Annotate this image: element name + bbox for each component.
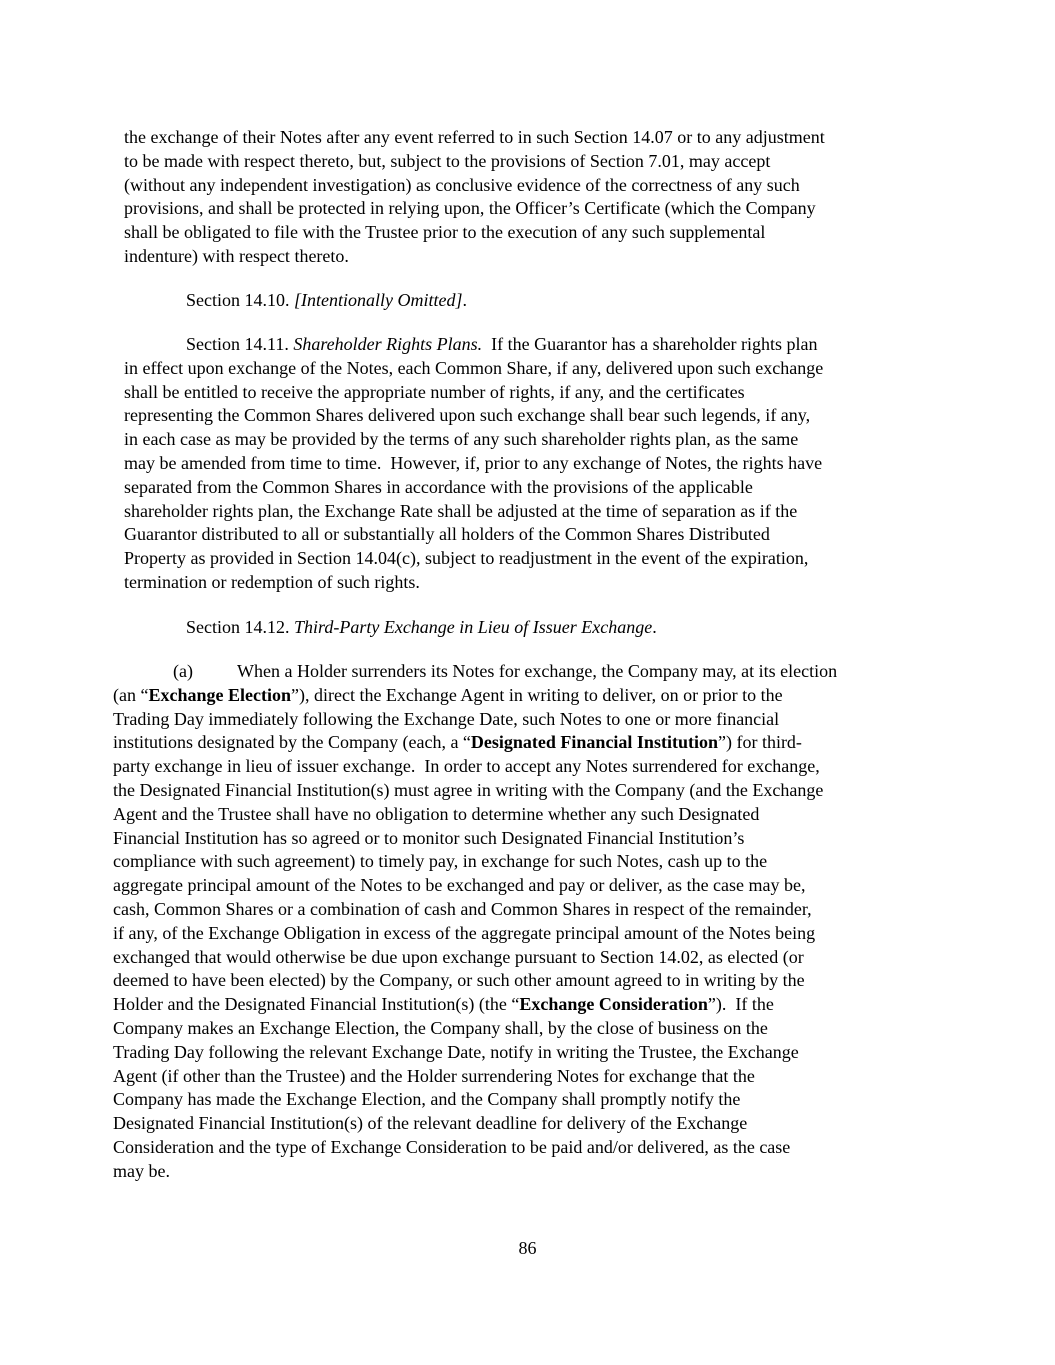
text-line [113,684,837,708]
section-14-11-paragraph [124,333,823,595]
paragraph-a [113,660,837,1184]
text-line: indenture) with respect thereto. [124,245,349,266]
text-line: Trading Day immediately following the Exchange Date, such Notes to one or more financial [113,708,780,729]
text-line: termination or redemption of such rights. [124,571,420,592]
text-line: exchanged that would otherwise be due upon exchange pursuant to Section 14.02, as elected (or [113,946,804,967]
text-line: in effect upon exchange of the Notes, each Common Share, if any, delivered upon such exchange [124,357,824,378]
paragraph-continuation [124,126,825,269]
text-line: compliance with such agreement) to timely pay, in exchange for such Notes, cash up to the [113,851,768,872]
text-line: the Designated Financial Institution(s) must agree in writing with the Company (and the Exchange [113,779,824,800]
text-line: if any, of the Exchange Obligation in excess of the aggregate principal amount of the Notes being [113,922,816,943]
text-fragment: (an “ [113,684,149,705]
page-number: 86 [518,1238,537,1258]
text-line: the exchange of their Notes after any event referred to in such Section 14.07 or to any adjustment [124,127,825,147]
text-line: Agent and the Trustee shall have no obligation to determine whether any such Designated [113,803,760,824]
paragraph-label: (a) [173,661,193,681]
text-line: to be made with respect thereto, but, subject to the provisions of Section 7.01, may accept [124,150,771,171]
text-line: Property as provided in Section 14.04(c), subject to readjustment in the event of the expiration, [124,548,809,569]
text-fragment: ”). If the [707,994,774,1015]
text-line: shall be obligated to file with the Trustee prior to the execution of any such supplemental [124,222,766,243]
text-line [113,993,837,1017]
text-line: shareholder rights plan, the Exchange Rate shall be adjusted at the time of separation as if the [124,500,798,521]
text-line: in each case as may be provided by the terms of any such shareholder rights plan, as the same [124,429,799,450]
text-line: Financial Institution has so agreed or to monitor such Designated Financial Institution’s [113,827,745,848]
text-fragment: Holder and the Designated Financial Institution(s) (the “ [113,994,520,1015]
text-fragment: ”) for third- [717,732,802,753]
text-fragment: institutions designated by the Company (each, a “ [113,732,471,753]
section-14-12-heading [186,616,657,640]
paragraph-text: When a Holder surrenders its Notes for exchange, the Company may, at its election [237,661,838,681]
text-line [124,333,823,357]
text-line [113,731,837,755]
text-line: shall be entitled to receive the appropriate number of rights, if any, and the certificates [124,381,745,402]
text-line: may be. [113,1160,170,1181]
text-line: Guarantor distributed to all or substantially all holders of the Common Shares Distributed [124,524,770,545]
section-title: Third-Party Exchange in Lieu of Issuer Exchange [294,617,653,637]
text-line: Company has made the Exchange Election, and the Company shall promptly notify the [113,1089,741,1110]
section-title-end: . [652,617,657,637]
section-number: Section 14.11. [186,334,294,354]
text-line: representing the Common Shares delivered upon such exchange shall bear such legends, if any, [124,405,811,426]
text-line: separated from the Common Shares in accordance with the provisions of the applicable [124,476,753,497]
defined-term: Designated Financial Institution [470,732,718,753]
text-line: Agent (if other than the Trustee) and the Holder surrendering Notes for exchange that the [113,1065,755,1086]
text-line: Trading Day following the relevant Exchange Date, notify in writing the Trustee, the Exchange [113,1041,799,1062]
text-fragment: ”), direct the Exchange Agent in writing to deliver, on or prior to the [290,684,783,705]
defined-term: Exchange Consideration [519,994,708,1015]
text-line: aggregate principal amount of the Notes to be exchanged and pay or deliver, as the case may be, [113,875,806,896]
text-line: Consideration and the type of Exchange Consideration to be paid and/or delivered, as the case [113,1136,791,1157]
section-title: Shareholder Rights Plans. [293,334,483,354]
text-line: party exchange in lieu of issuer exchange. In order to accept any Notes surrendered for exchange, [113,756,820,777]
text-line [186,616,657,640]
section-title: [Intentionally Omitted] [294,290,463,310]
section-14-10-heading [186,289,467,313]
text-line: cash, Common Shares or a combination of cash and Common Shares in respect of the remainder, [113,898,812,919]
text-line: deemed to have been elected) by the Company, or such other amount agreed to in writing by the [113,970,805,991]
section-title-end: . [462,290,467,310]
text-line: Company makes an Exchange Election, the Company shall, by the close of business on the [113,1017,768,1038]
section-text: If the Guarantor has a shareholder rights plan [482,334,818,354]
section-number: Section 14.12. [186,617,294,637]
defined-term: Exchange Election [148,684,291,705]
text-line: provisions, and shall be protected in relying upon, the Officer’s Certificate (which the Company [124,198,816,219]
text-line: (without any independent investigation) as conclusive evidence of the correctness of any such [124,174,800,195]
section-number: Section 14.10. [186,290,294,310]
text-line [113,660,837,684]
text-line [186,289,467,313]
text-line: may be amended from time to time. However, if, prior to any exchange of Notes, the rights have [124,452,823,473]
text-line: Designated Financial Institution(s) of the relevant deadline for delivery of the Exchange [113,1113,748,1134]
